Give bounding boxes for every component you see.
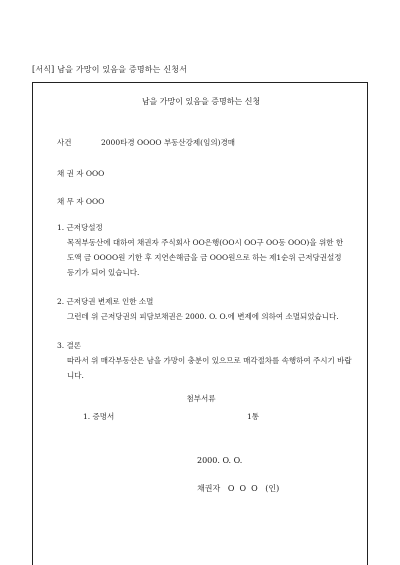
section-3-body: 따라서 위 매각부동산은 남을 가망이 충분이 있으므로 매각절차를 속행하여 주시기 바랍니다. bbox=[67, 356, 352, 380]
case-label: 사건 bbox=[57, 138, 72, 147]
section-2-body: 그런데 위 근저당권의 피담보채권은 2000. O. O.에 변제에 의하여 소멸되었습니다. bbox=[67, 312, 339, 321]
section-1-heading: 1. 근저당설정 bbox=[57, 223, 103, 232]
attachment-item-label: 1. 증명서 bbox=[83, 412, 115, 421]
attachment-item-count: 1통 bbox=[247, 412, 260, 421]
debtor-line: 채 무 자 OOO bbox=[57, 197, 105, 206]
section-3-heading: 3. 결론 bbox=[57, 341, 82, 350]
section-1-body: 목적부동산에 대하여 채권자 주식회사 OO은행(OO시 OO구 OO동 OOO)을 위한 한도액 금 OOOO원 기한 후 지연손해금을 금 OOO원으로 하는 제1순위 근저당권설정등기가 되어 있습니다. bbox=[67, 238, 344, 277]
form-label: [서식] 남을 가망이 있음을 증명하는 신청서 bbox=[32, 65, 188, 74]
section-2-heading: 2. 근저당권 변제로 인한 소멸 bbox=[57, 297, 154, 306]
signature-line: 채권자 O O O (인) bbox=[197, 484, 280, 493]
document-date: 2000. O. O. bbox=[197, 456, 243, 465]
document-title: 남을 가망이 있음을 증명하는 신청 bbox=[141, 97, 261, 106]
document-frame bbox=[32, 82, 368, 565]
creditor-line: 채 권 자 OOO bbox=[57, 169, 105, 178]
attachments-heading: 첨부서류 bbox=[186, 394, 216, 403]
case-value: 2000타경 OOOO 부동산강제(임의)경매 bbox=[101, 138, 235, 147]
